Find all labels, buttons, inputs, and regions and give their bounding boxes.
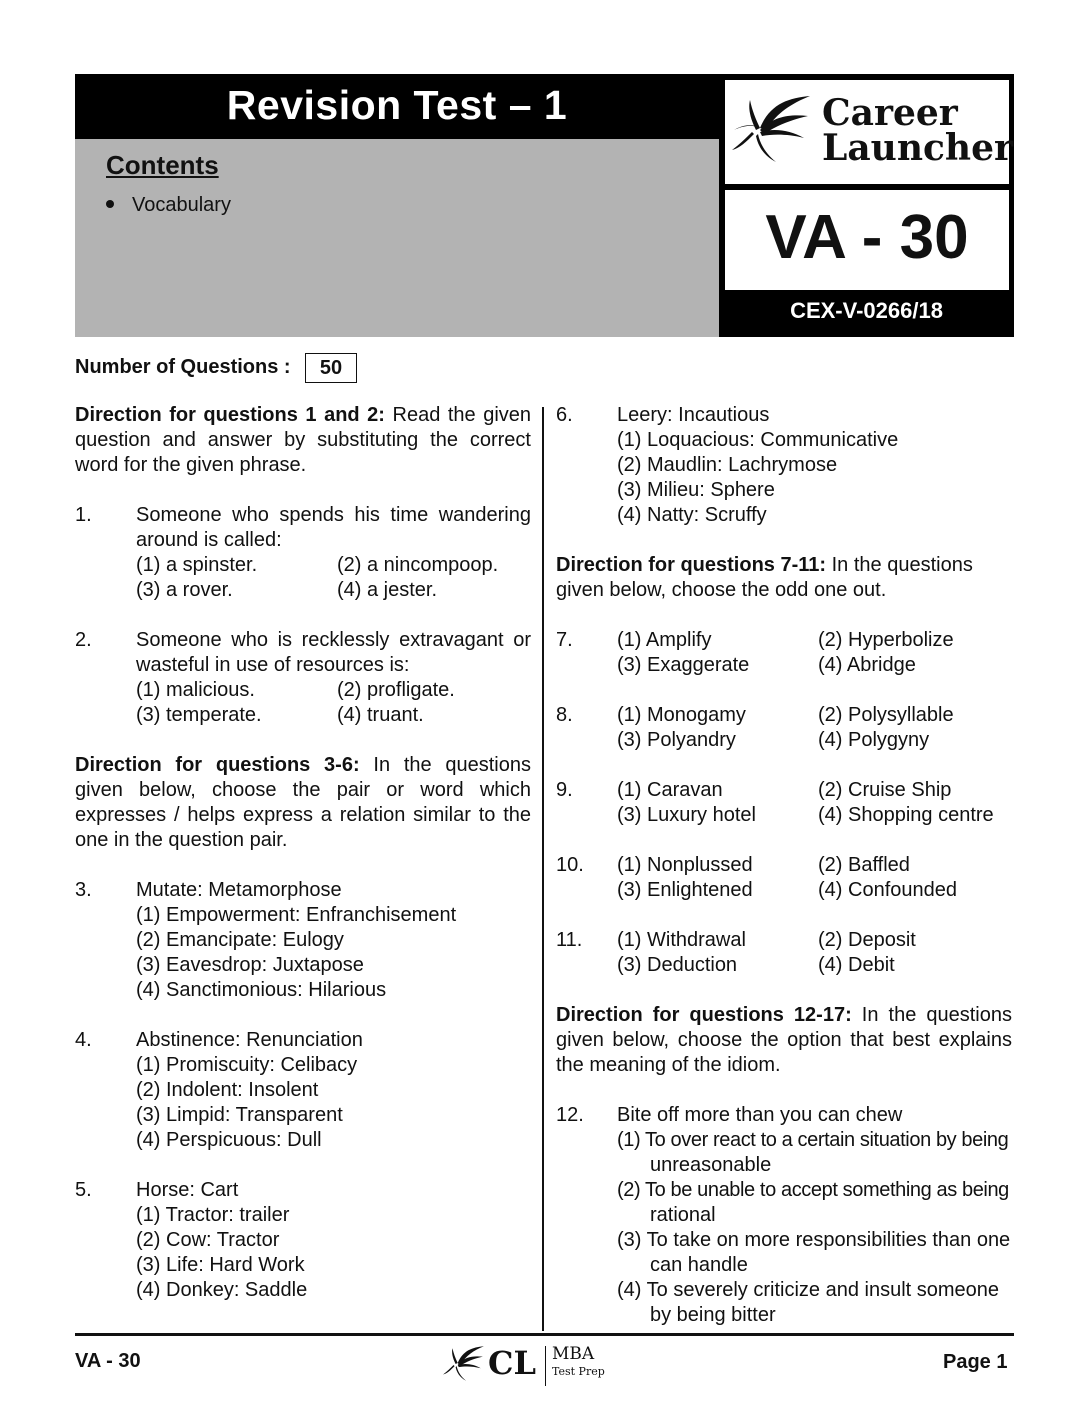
- direction-text: In the questions given below, choose the pair or word which expresses / helps express a relation similar to the one in the question pair.: [75, 754, 531, 851]
- option: (4) truant.: [337, 704, 424, 726]
- question-number: 7.: [556, 629, 573, 651]
- option: (3) temperate.: [136, 704, 262, 726]
- option: (1) Promiscuity: Celibacy: [136, 1054, 358, 1076]
- option: (1) Monogamy: [617, 704, 746, 726]
- option: (4) Sanctimonious: Hilarious: [136, 979, 387, 1001]
- question-number: 4.: [75, 1029, 92, 1051]
- question-stem: Bite off more than you can chew: [617, 1104, 903, 1126]
- paper-code: VA - 30: [765, 203, 969, 272]
- option: (4) Polygyny: [818, 729, 930, 751]
- option: (3) Polyandry: [617, 729, 736, 751]
- option-continued: by being bitter: [650, 1304, 776, 1326]
- question-stem: Someone who is recklessly extravagant or wasteful in use of resources is:: [136, 629, 531, 676]
- option-continued: can handle: [650, 1254, 748, 1276]
- question-stem: Mutate: Metamorphose: [136, 879, 342, 901]
- direction-12-17: [556, 1003, 1012, 1078]
- option: (1) To over react to a certain situation by being: [617, 1129, 1009, 1151]
- page-title: Revision Test – 1: [226, 82, 568, 128]
- direction-label: Direction for questions 7-11:: [556, 554, 827, 576]
- option: (4) Debit: [818, 954, 895, 976]
- page-number: Page 1: [943, 1351, 1008, 1373]
- direction-3-6: [75, 753, 531, 853]
- option: (3) Milieu: Sphere: [617, 479, 775, 501]
- option: (1) Empowerment: Enfranchisement: [136, 904, 457, 926]
- direction-text: In the questions given below, choose the odd one out.: [556, 554, 973, 601]
- direction-7-11: [556, 553, 1012, 603]
- option: (2) profligate.: [337, 679, 455, 701]
- footer-brand-swirl-icon: [442, 1345, 486, 1383]
- option-continued: rational: [650, 1204, 716, 1226]
- direction-label: Direction for questions 1 and 2:: [75, 404, 385, 426]
- num-questions-label: Number of Questions :: [75, 356, 291, 378]
- brand-name: [822, 92, 1013, 169]
- option: (3) Exaggerate: [617, 654, 750, 676]
- option: (2) Cruise Ship: [818, 779, 952, 801]
- question-number: 11.: [556, 929, 583, 951]
- option: (1) Tractor: trailer: [136, 1204, 290, 1226]
- footer-separator: [545, 1346, 546, 1386]
- question-number: 12.: [556, 1104, 584, 1126]
- option: (1) malicious.: [136, 679, 255, 701]
- option: (3) Life: Hard Work: [136, 1254, 305, 1276]
- option: (2) Cow: Tractor: [136, 1229, 280, 1251]
- question-number: 6.: [556, 404, 573, 426]
- option: (4) Abridge: [818, 654, 916, 676]
- option: (3) Enlightened: [617, 879, 753, 901]
- direction-1-2: [75, 403, 531, 478]
- option: (2) Maudlin: Lachrymose: [617, 454, 838, 476]
- option: (3) Deduction: [617, 954, 738, 976]
- brand-swirl-icon: [730, 94, 814, 166]
- option: (1) Caravan: [617, 779, 723, 801]
- option: (3) Luxury hotel: [617, 804, 756, 826]
- option: (2) Baffled: [818, 854, 910, 876]
- option: (4) Confounded: [818, 879, 957, 901]
- footer-mba-label: MBA: [552, 1344, 595, 1364]
- question-number: 1.: [75, 504, 92, 526]
- option: (4) Perspicuous: Dull: [136, 1129, 322, 1151]
- bullet-icon: [106, 200, 114, 208]
- contents-item-label: Vocabulary: [132, 194, 231, 216]
- question-stem: Someone who spends his time wandering around is called:: [136, 504, 531, 551]
- direction-text: Read the given question and answer by substituting the correct word for the given phrase.: [75, 404, 532, 476]
- test-id: CEX-V-0266/18: [790, 298, 943, 323]
- option: (2) Polysyllable: [818, 704, 954, 726]
- num-questions-value: 50: [305, 353, 357, 383]
- option: (2) Deposit: [818, 929, 916, 951]
- option: (1) a spinster.: [136, 554, 258, 576]
- option: (3) To take on more responsibilities than one: [617, 1229, 1011, 1251]
- question-stem: Leery: Incautious: [617, 404, 770, 426]
- question-number: 8.: [556, 704, 573, 726]
- option: (3) Eavesdrop: Juxtapose: [136, 954, 364, 976]
- question-stem: Abstinence: Renunciation: [136, 1029, 363, 1051]
- option: (2) Emancipate: Eulogy: [136, 929, 344, 951]
- question-number: 10.: [556, 854, 584, 876]
- option: (1) Withdrawal: [617, 929, 746, 951]
- footer-mba-sub: Test Prep: [552, 1365, 605, 1378]
- option: (2) To be unable to accept something as being: [617, 1179, 1009, 1201]
- footer-brand: CL: [488, 1344, 536, 1382]
- question-number: 2.: [75, 629, 92, 651]
- column-divider: [542, 407, 544, 1331]
- brand-name-line2: Launcher: [822, 127, 1013, 169]
- option: (4) a jester.: [337, 579, 438, 601]
- option: (4) Donkey: Saddle: [136, 1279, 308, 1301]
- option-continued: unreasonable: [650, 1154, 772, 1176]
- option: (2) Indolent: Insolent: [136, 1079, 319, 1101]
- option: (1) Nonplussed: [617, 854, 753, 876]
- direction-label: Direction for questions 3-6:: [75, 754, 360, 776]
- option: (1) Amplify: [617, 629, 712, 651]
- option: (4) To severely criticize and insult someone: [617, 1279, 1000, 1301]
- footer-code: VA - 30: [75, 1350, 141, 1372]
- question-stem: Horse: Cart: [136, 1179, 239, 1201]
- contents-item: [106, 194, 231, 217]
- option: (3) Limpid: Transparent: [136, 1104, 343, 1126]
- option: (4) Shopping centre: [818, 804, 994, 826]
- direction-text: In the questions given below, choose the option that best explains the meaning of the idiom.: [556, 1004, 1012, 1076]
- option: (2) Hyperbolize: [818, 629, 954, 651]
- contents-heading: Contents: [106, 150, 219, 180]
- brand-name-line1: Career: [822, 92, 958, 134]
- direction-label: Direction for questions 12-17:: [556, 1004, 852, 1026]
- question-number: 9.: [556, 779, 573, 801]
- option: (1) Loquacious: Communicative: [617, 429, 899, 451]
- option: (4) Natty: Scruffy: [617, 504, 767, 526]
- option: (2) a nincompoop.: [337, 554, 499, 576]
- option: (3) a rover.: [136, 579, 233, 601]
- footer-rule: [75, 1333, 1014, 1336]
- question-number: 5.: [75, 1179, 92, 1201]
- footer-mba: [552, 1346, 605, 1380]
- question-number: 3.: [75, 879, 92, 901]
